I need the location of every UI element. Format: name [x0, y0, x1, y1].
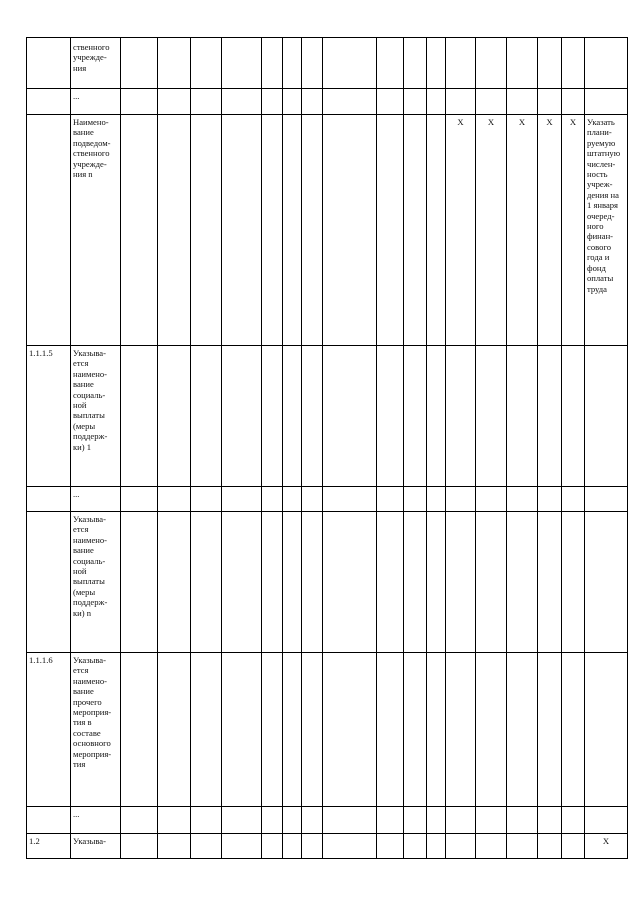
- row-description: Указыва-: [71, 834, 121, 859]
- table-row: [27, 346, 628, 487]
- row-number: [27, 512, 71, 653]
- row-number: [27, 89, 71, 115]
- table-row: [27, 89, 628, 115]
- row-number: [27, 487, 71, 512]
- row-description: Указыва- ется наимено- вание социаль- ной выплаты (меры поддерж- ки) 1: [71, 346, 121, 487]
- row-description: Указыва- ется наимено- вание прочего мероприя- тия в составе основного мероприя- тия: [71, 653, 121, 807]
- mark-cell: X: [538, 115, 562, 346]
- row-description: ственного учрежде- ния: [71, 38, 121, 89]
- row-number: [27, 807, 71, 834]
- row-description: Указыва- ется наимено- вание социаль- ной выплаты (меры поддерж- ки) n: [71, 512, 121, 653]
- table-row: [27, 512, 628, 653]
- data-table: [26, 37, 628, 859]
- mark-cell: X: [562, 115, 585, 346]
- mark-cell: X: [446, 115, 476, 346]
- table-row: [27, 653, 628, 807]
- table-row: [27, 38, 628, 89]
- mark-cell: X: [476, 115, 507, 346]
- row-description: ...: [71, 487, 121, 512]
- row-note: Указать плани- руемую штатную числен- ность учреж- дения на 1 января очеред- ного финан- сового года и фонд оплаты труда: [585, 115, 628, 346]
- table-row: [27, 487, 628, 512]
- table-row: [27, 807, 628, 834]
- row-description: ...: [71, 807, 121, 834]
- row-number: 1.2: [27, 834, 71, 859]
- row-number: 1.1.1.5: [27, 346, 71, 487]
- row-number: [27, 38, 71, 89]
- row-description: Наимено- вание подведом- ственного учрежде- ния n: [71, 115, 121, 346]
- mark-cell: X: [585, 834, 628, 859]
- row-description: ...: [71, 89, 121, 115]
- row-number: 1.1.1.6: [27, 653, 71, 807]
- mark-cell: X: [507, 115, 538, 346]
- row-number: [27, 115, 71, 346]
- table-row: [27, 115, 628, 346]
- table-row: [27, 834, 628, 859]
